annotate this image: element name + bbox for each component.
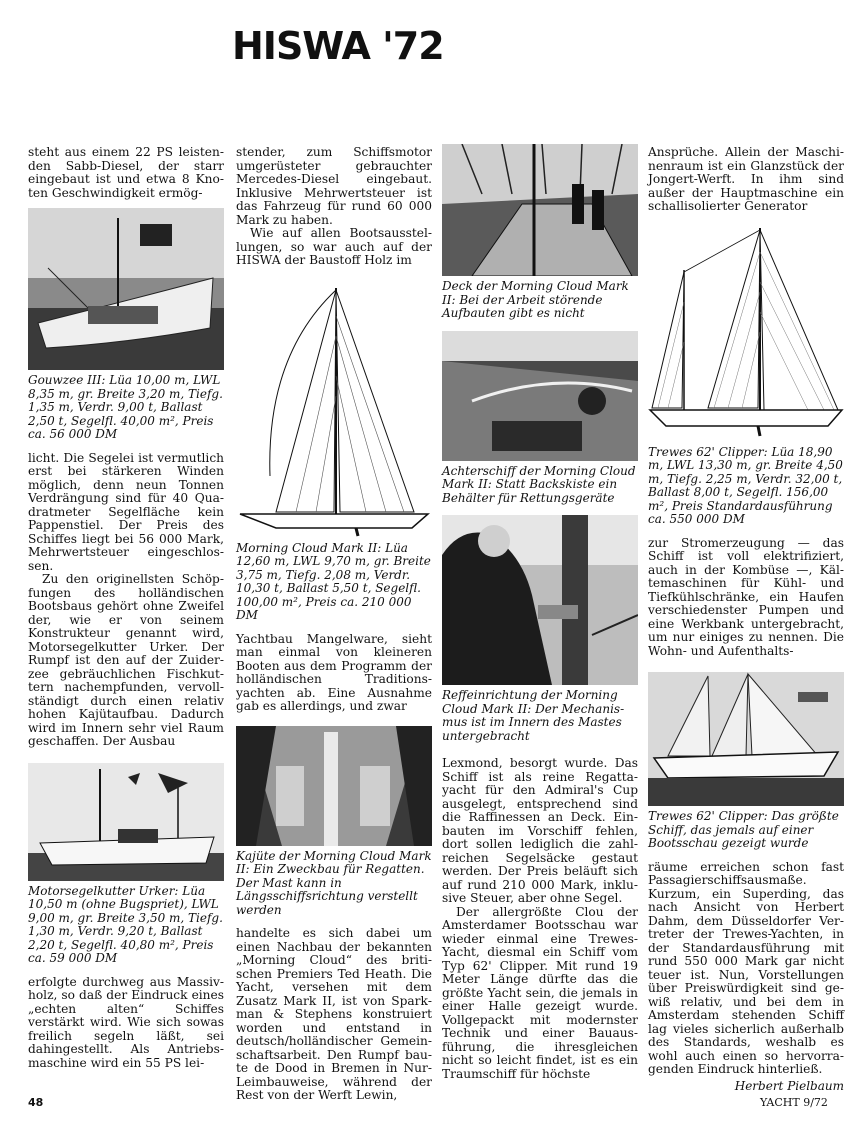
paragraph: Yachtbau Mangelware, sieht man einmal von kleineren Booten aus dem Programm der holländischen Traditionsyachten ab. Eine Ausnahme gab es allerdings, und zwar — [236, 631, 432, 713]
column-1 — [28, 146, 224, 1070]
sail-plan-morning-cloud — [236, 276, 432, 538]
photo-caption: Deck der Morning Cloud Mark II: Bei der Arbeit störende Aufbauten gibt es nicht — [442, 279, 629, 320]
column-2 — [236, 146, 432, 1103]
paragraph: räume erreichen schon fast Passagierschiffsausmaße. Kurzum, ein Superding, das nach Ansicht von Herbert Dahm, dem Düsseldorfer Vertreter der Trewes-Yachten, in der Standardausführung mit rund 550 000 Mark gar nicht teuer ist. Nun, Vorstellungen über Preiswürdigkeit sind gewiß relativ, und bei dem in Amsterdam stehenden Schiff lag vieles sicherlich außerhalb des Standards, weshalb es wohl auch einen so hervorragenden Eindruck hinterließ. — [648, 859, 844, 1076]
paragraph: Der allergrößte Clou der Amsterdamer Bootsschau war wieder einmal eine Trewes-Yacht, diesmal ein Schiff vom Typ 62' Clipper. Mit rund 19 Meter Länge dürfte das die größte Yacht sein, die jemals in einer Halle gezeigt wurde. Vollgepackt mit modernster Technik und einer Bauausführung, die ihresgleichen nicht so leicht findet, ist es ein Traumschiff für höchste — [442, 904, 638, 1081]
photo-deck — [442, 144, 638, 276]
paragraph: handelte es sich dabei um einen Nachbau der bekannten „Morning Cloud“ des britischen Premiers Ted Heath. Die Yacht, versehen mit dem Zusatz Mark II, ist von Sparkman & Stephens konstruiert worden und entstand in deutsch/holländischer Gemeinschaftsarbeit. Den Rumpf baute de Dood in Bremen in NurLeimbauweise, während der Rest von der Werft Lewin, — [236, 926, 432, 1102]
photo-caption: Trewes 62' Clipper: Lüa 18,90 m, LWL 13,30 m, gr. Breite 4,50 m, Tiefg. 2,25 m, Verdr. 32,00 t, Ballast 8,00 t, Segelfl. 156,00 m², Preis Standardausführung ca. 550 000 DM — [648, 444, 843, 526]
magazine-issue: YACHT 9/72 — [760, 1096, 828, 1109]
photo-caption: Motorsegelkutter Urker: Lüa 10,50 m (ohne Bugspriet), LWL 9,00 m, gr. Breite 3,50 m, Tiefg. 1,30 m, Verdr. 9,20 t, Ballast 2,20 t, Segelfl. 40,80 m², Preis ca. 59 000 DM — [28, 883, 223, 965]
photo-caption: Achterschiff der Morning Cloud Mark II: Statt Backskiste ein Behälter für Rettungsgeräte — [442, 463, 636, 505]
photo-achterschiff — [442, 331, 638, 461]
paragraph: licht. Die Segelei ist vermutlich erst bei stärkeren Winden möglich, denn neun Tonnen Verdrängung sind für 40 Quadratmeter Segelfläche kein Pappenstiel. Der Preis des Schiffes liegt bei 56 000 Mark, Mehrwertsteuer eingeschlossen. — [28, 450, 224, 573]
photo-urker — [28, 763, 224, 881]
paragraph: stender, zum Schiffsmotor umgerüsteter gebrauchter Mercedes-Diesel eingebaut. Inklusive Mehrwertsteuer ist das Fahrzeug für rund 60 000 Mark zu haben. — [236, 145, 432, 227]
column-3 — [442, 146, 638, 1081]
photo-caption: Morning Cloud Mark II: Lüa 12,60 m, LWL 9,70 m, gr. Breite 3,75 m, Tiefg. 2,08 m, Verdr. 10,30 t, Ballast 5,50 t, Segelfl. 100,00 m², Preis ca. 210 000 DM — [236, 540, 431, 622]
photo-kajuete — [236, 726, 432, 846]
paragraph: zur Stromerzeugung — das Schiff ist voll elektrifiziert, auch in der Kombüse —, Kältemaschinen für Kühl- und Tiefkühlschränke, ein Haufen verschiedenster Pumpen und eine Werkbank untergebracht, um nur einiges zu nennen. Die Wohn- und Aufenthalts- — [648, 535, 844, 658]
photo-caption: Gouwzee III: Lüa 10,00 m, LWL 8,35 m, gr. Breite 3,20 m, Tiefg. 1,35 m, Verdr. 9,00 t, Ballast 2,50 t, Segelfl. 40,00 m², Preis ca. 56 000 DM — [28, 373, 223, 441]
column-4 — [648, 146, 844, 1093]
photo-gouwzee — [28, 208, 224, 370]
photo-reffeinrichtung — [442, 515, 638, 685]
paragraph: erfolgte durchweg aus Massivholz, so daß der Eindruck eines „echten alten“ Schiffes verstärkt wird. Wie sich sowas freilich segeln läßt, sei dahingestellt. Als Antriebsmaschine wird ein 55 PS lei- — [28, 974, 224, 1070]
photo-caption: Kajüte der Morning Cloud Mark II: Ein Zweckbau für Regatten. Der Mast kann in Längsschiffsrichtung verstellt werden — [236, 848, 432, 917]
photo-caption: Reffeinrichtung der Morning Cloud Mark II: Der Mechanismus ist im Innern des Mastes untergebracht — [442, 688, 625, 743]
paragraph: steht aus einem 22 PS leistenden Sabb-Diesel, der starr eingebaut ist und etwa 8 Knoten Geschwindigkeit ermög- — [28, 145, 224, 200]
page-number: 48 — [28, 1096, 44, 1109]
photo-trewes-clipper — [648, 672, 844, 806]
paragraph: Zu den originellsten Schöpfungen des holländischen Bootsbaus gehört ohne Zweifel der, wie er von seinem Konstrukteur genannt wird, Motorsegelkutter Urker. Der Rumpf ist den auf der Zuiderzee gebräuchlichen Fischkuttern nachempfunden, vervollständigt durch einen relativ hohen Kajütaufbau. Dadurch wird im Innern sehr viel Raum geschaffen. Der Ausbau — [28, 572, 224, 748]
sail-plan-trewes — [648, 222, 844, 442]
author-signature: Herbert Pielbaum — [734, 1078, 844, 1093]
page-title: HISWA '72 — [232, 24, 444, 68]
paragraph: Ansprüche. Allein der Maschinenraum ist ein Glanzstück der Jongert-Werft. In ihm sind außer der Hauptmaschine ein schallisolierter Generator — [648, 145, 844, 213]
paragraph: Wie auf allen Bootsausstellungen, so war auch auf der HISWA der Baustoff Holz im — [236, 226, 432, 267]
paragraph: Lexmond, besorgt wurde. Das Schiff ist als reine Regattayacht für den Admiral's Cup ausgelegt, entsprechend sind die Raffinessen an Deck. Einbauten im Vorschiff fehlen, dort sollen lediglich die zahlreichen Segelsäcke gestaut werden. Der Preis beläuft sich auf rund 210 000 Mark, inklusive Steuer, aber ohne Segel. — [442, 756, 638, 905]
photo-caption: Trewes 62' Clipper: Das größte Schiff, das jemals auf einer Bootsschau gezeigt wurde — [648, 809, 839, 850]
